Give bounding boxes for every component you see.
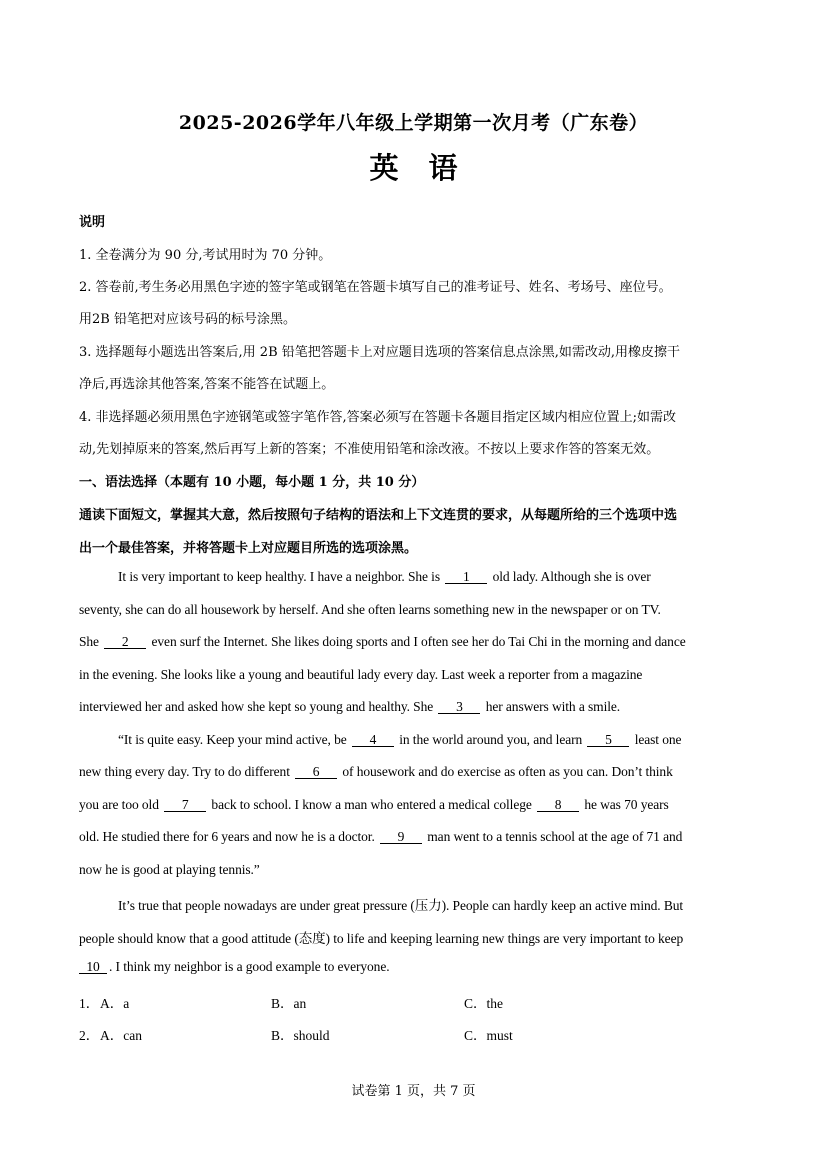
passage-text: in the world around you, and learn [399,732,583,747]
option-a[interactable]: A．can [100,1028,142,1043]
blank-10: 10 [79,961,107,974]
passage-line-3 [79,634,749,650]
passage-line-10: now he is good at playing tennis.” [79,862,260,877]
passage-line-4: in the evening. She looks like a young and beautiful lady every day. Last week a reporter from a magazine [79,667,643,682]
page-footer: 试卷第 1 页，共 7 页 [351,1084,476,1099]
option-b[interactable]: B．should [271,1028,330,1043]
passage-line-7 [79,764,749,780]
blank-6: 6 [295,766,337,779]
question-number: 2． [79,1028,100,1043]
passage-text: you are too old [79,797,159,812]
note-item-3: 3. 选择题每小题选出答案后,用 2B 铅笔把答题卡上对应题目选项的答案信息点涂黑,如需改动,用橡皮擦干 [79,345,681,360]
passage-text: least one [634,732,682,747]
passage-text: old. He studied there for 6 years and now he is a doctor. [79,829,375,844]
blank-1: 1 [445,571,487,584]
note-item-4-cont: 动,先划掉原来的答案,然后再写上新的答案；不准使用铅笔和涂改液。不按以上要求作答的答案无效。 [79,442,660,457]
note-item-3-cont: 净后,再选涂其他答案,答案不能答在试题上。 [79,377,335,392]
passage-text: old lady. Although she is over [492,569,651,584]
exam-title: 2025-2026学年八年级上学期第一次月考（广东卷） [178,112,649,134]
section-instruction-1: 通读下面短文，掌握其大意，然后按照句子结构的语法和上下文连贯的要求，从每题所给的三个选项中选 [79,508,678,523]
note-item-4: 4. 非选择题必须用黑色字迹钢笔或签字笔作答,答案必须写在答题卡各题目指定区域内相应位置上;如需改 [79,410,677,425]
passage-line-6 [118,732,749,748]
note-item-2: 2. 答卷前,考生务必用黑色字迹的签字笔或钢笔在答题卡填写自己的准考证号、姓名、考场号、座位号。 [79,280,672,295]
passage-text: . I think my neighbor is a good example to everyone. [109,959,390,974]
passage-text: her answers with a smile. [485,699,621,714]
passage-text: he was 70 years [584,797,669,812]
passage-line-5 [79,699,749,715]
option-c[interactable]: C．the [464,996,503,1011]
note-item-1: 1. 全卷满分为 90 分,考试用时为 70 分钟。 [79,248,332,263]
section-heading: 一、语法选择（本题有 10 小题，每小题 1 分，共 10 分） [79,475,425,490]
section-instruction-2: 出一个最佳答案，并将答题卡上对应题目所选的选项涂黑。 [79,541,418,556]
note-item-2-cont: 用2B 铅笔把对应该号码的标号涂黑。 [79,312,296,327]
subject-title: 英语 [369,151,488,185]
blank-2: 2 [104,636,146,649]
passage-text: It is very important to keep healthy. I have a neighbor. She is [118,569,440,584]
passage-line-9 [79,829,749,845]
passage-line-11: It’s true that people nowadays are under great pressure (压力). People can hardly keep an active mind. But [118,898,684,913]
blank-4: 4 [352,734,394,747]
passage-text: back to school. I know a man who entered a medical college [211,797,532,812]
option-a[interactable]: A．a [100,996,130,1011]
passage-line-1 [118,569,749,585]
passage-line-2: seventy, she can do all housework by herself. And she often learns something new in the newspaper or on TV. [79,602,661,617]
passage-text: “It is quite easy. Keep your mind active, be [118,732,347,747]
blank-5: 5 [587,734,629,747]
blank-9: 9 [380,831,422,844]
passage-text: even surf the Internet. She likes doing sports and I often see her do Tai Chi in the morning and dance [151,634,686,649]
passage-text: interviewed her and asked how she kept so young and healthy. She [79,699,434,714]
blank-3: 3 [438,701,480,714]
question-number: 1． [79,996,100,1011]
option-b[interactable]: B．an [271,996,307,1011]
passage-line-8 [79,797,749,813]
passage-line-12: people should know that a good attitude (态度) to life and keeping learning new things are very important to keep [79,931,684,946]
blank-7: 7 [164,799,206,812]
passage-text: man went to a tennis school at the age of 71 and [427,829,683,844]
passage-text: She [79,634,99,649]
option-c[interactable]: C．must [464,1028,513,1043]
blank-8: 8 [537,799,579,812]
passage-line-13 [79,959,749,975]
notes-heading: 说明 [79,215,106,230]
passage-text: of housework and do exercise as often as you can. Don’t think [342,764,673,779]
passage-text: new thing every day. Try to do different [79,764,290,779]
